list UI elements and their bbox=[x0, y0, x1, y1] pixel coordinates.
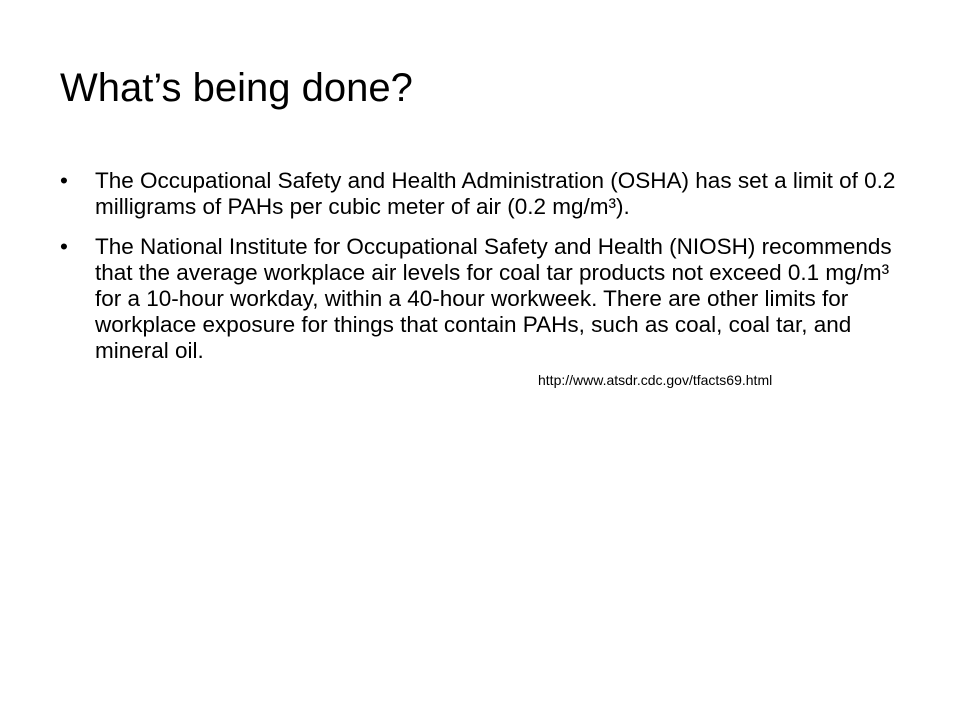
bullet-list bbox=[60, 168, 910, 378]
bullet-item-osha bbox=[60, 168, 910, 220]
bullet-text-niosh: The National Institute for Occupational Safety and Health (NIOSH) recommends that the average workplace air levels for coal tar products not exceed 0.1 mg/m³ for a 10-hour workday, within a 40-hour workweek. There are other limits for workplace exposure for things that contain PAHs, such as coal, coal tar, and mineral oil. bbox=[95, 234, 892, 363]
bullet-icon: • bbox=[60, 234, 68, 259]
bullet-text-osha: The Occupational Safety and Health Administration (OSHA) has set a limit of 0.2 milligrams of PAHs per cubic meter of air (0.2 mg/m³). bbox=[95, 168, 896, 219]
slide-title: What’s being done? bbox=[60, 66, 413, 110]
bullet-icon: • bbox=[60, 168, 68, 193]
source-link[interactable]: http://www.atsdr.cdc.gov/tfacts69.html bbox=[538, 372, 773, 388]
bullet-item-niosh bbox=[60, 234, 910, 364]
